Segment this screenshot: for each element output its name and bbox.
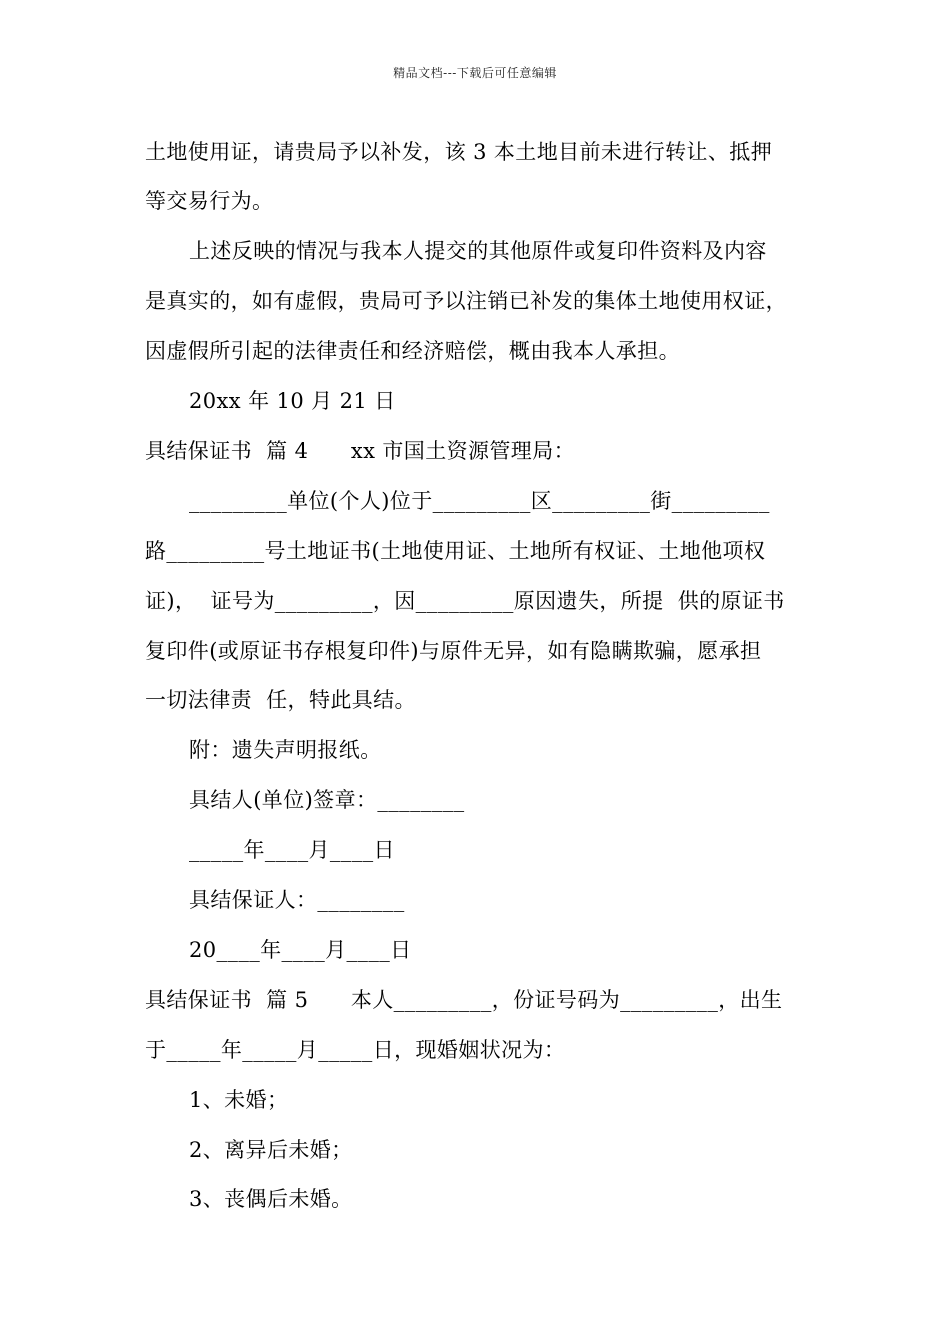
body-line-9: 路_________号土地证书(土地使用证、土地所有权证、土地他项权 <box>145 539 766 563</box>
guarantor-line: 具结保证人：________ <box>189 888 405 912</box>
body-line-19: 于_____年_____月_____日，现婚姻状况为： <box>145 1038 566 1062</box>
date-line: 20xx 年 10 月 21 日 <box>189 389 396 413</box>
section-heading-5: 具结保证书 篇 5 本人_________，份证号码为_________，出生 <box>145 988 783 1012</box>
list-item-1: 1、未婚； <box>189 1088 289 1112</box>
signature-date-line: _____年____月____日 <box>189 838 395 862</box>
section-heading-4: 具结保证书 篇 4 xx 市国土资源管理局： <box>145 439 575 463</box>
attachment-note: 附：遗失声明报纸。 <box>189 738 382 762</box>
body-line-10: 证)， 证号为_________，因_________原因遗失，所提 供的原证书 <box>145 589 785 613</box>
list-item-3: 3、丧偶后未婚。 <box>189 1187 353 1211</box>
body-line-3: 上述反映的情况与我本人提交的其他原件或复印件资料及内容 <box>189 239 767 263</box>
body-line-1: 土地使用证，请贵局予以补发，该 3 本土地目前未进行转让、抵押 <box>145 140 773 164</box>
body-line-12: 一切法律责 任，特此具结。 <box>145 688 416 712</box>
list-item-2: 2、离异后未婚； <box>189 1138 353 1162</box>
body-line-4: 是真实的，如有虚假，贵局可予以注销已补发的集体土地使用权证， <box>145 289 787 313</box>
body-line-2: 等交易行为。 <box>145 189 274 213</box>
signature-line: 具结人(单位)签章：________ <box>189 788 465 812</box>
body-line-11: 复印件(或原证书存根复印件)与原件无异，如有隐瞒欺骗，愿承担 <box>145 639 762 663</box>
body-line-5: 因虚假所引起的法律责任和经济赔偿，概由我本人承担。 <box>145 339 680 363</box>
guarantor-date-line: 20____年____月____日 <box>189 938 412 962</box>
page-header: 精品文档---下载后可任意编辑 <box>393 66 557 80</box>
body-line-8: _________单位(个人)位于_________区_________街_________ <box>189 489 770 513</box>
